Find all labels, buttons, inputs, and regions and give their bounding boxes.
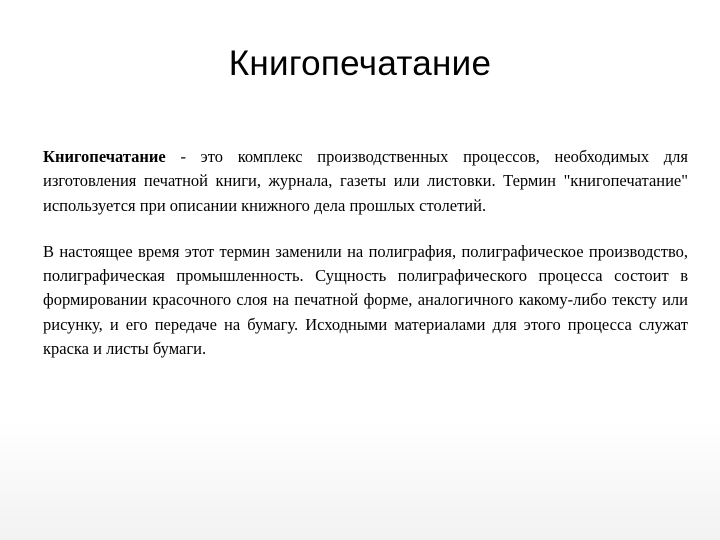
- paragraph-definition: [43, 145, 688, 218]
- defined-term: Книгопечатание: [43, 147, 166, 166]
- paragraph-modern-usage: В настоящее время этот термин заменили на полиграфия, полиграфическое производство, полиграфическая промышленность. Сущность полиграфического процесса состоит в формировании красочного слоя на печатной форме, аналогичного какому-либо тексту или рисунку, и его передаче на бумагу. Исходными материалами для этого процесса служат краска и листы бумаги.: [43, 241, 688, 359]
- slide-body: [43, 145, 688, 361]
- definition-text: - это комплекс производственных процессов, необходимых для изготовления печатной книги, журнала, газеты или листовки. Термин "книгопечатание" используется при описании книжного дела прошлых столетий.: [43, 147, 688, 215]
- slide-title: Книгопечатание: [228, 44, 492, 83]
